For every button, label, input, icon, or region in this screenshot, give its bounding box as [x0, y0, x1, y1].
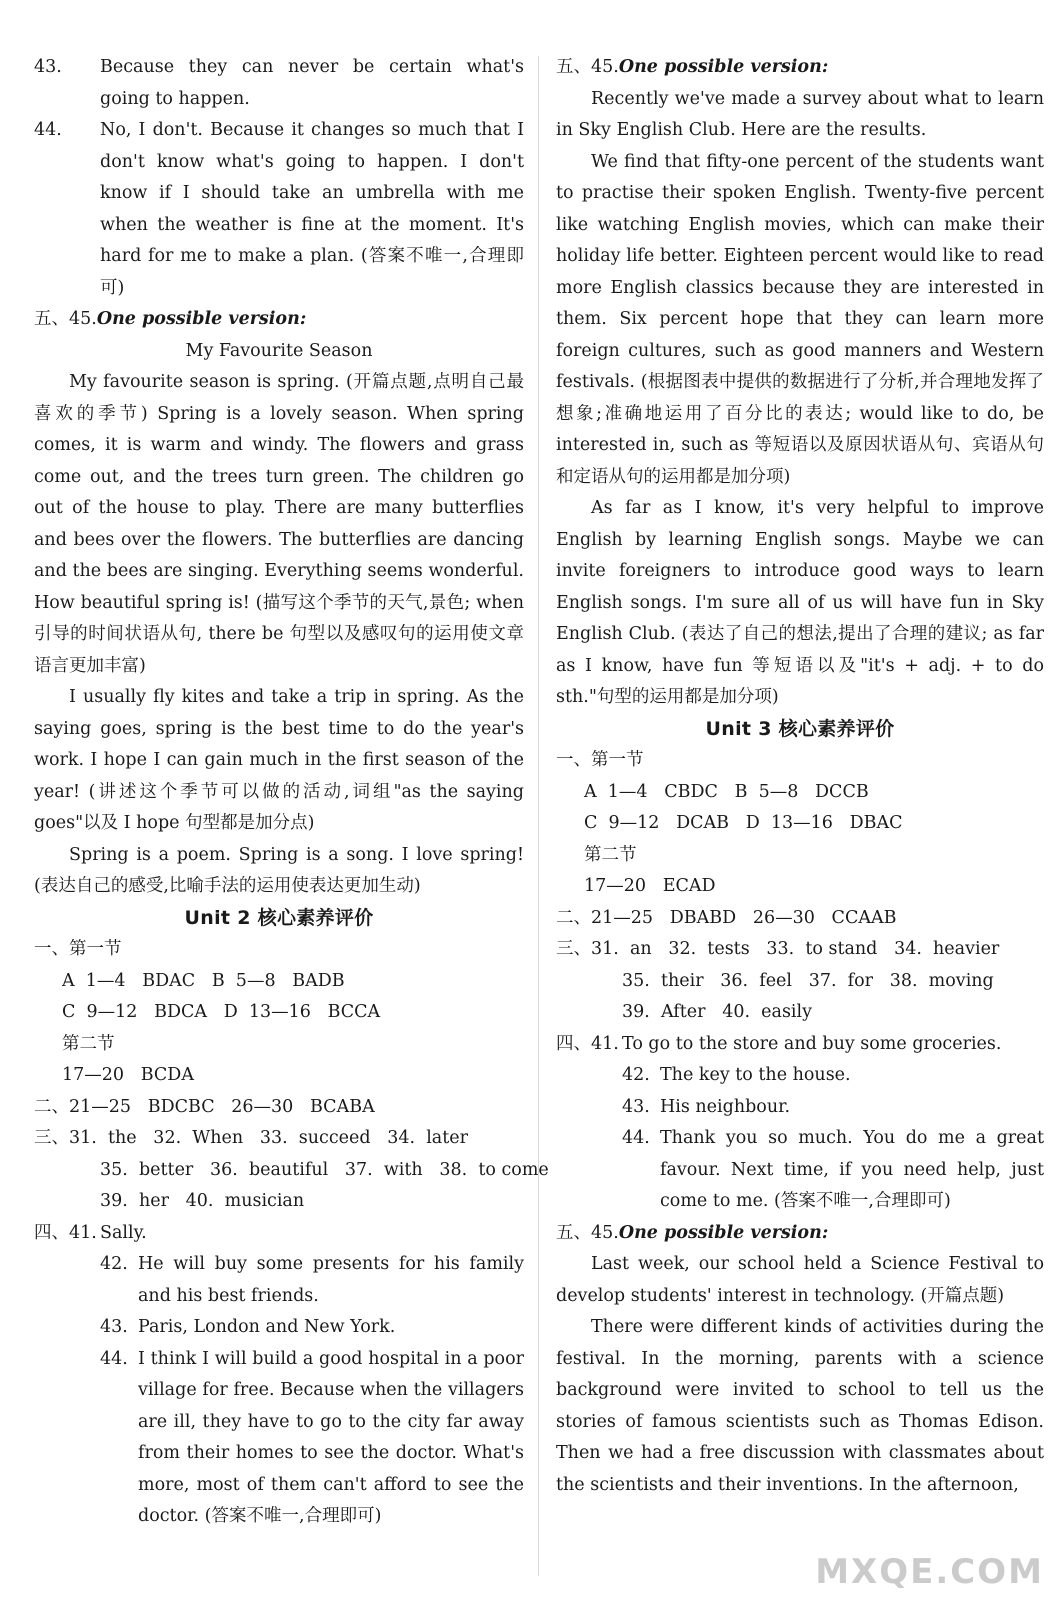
watermark-logo: MXQE.COM	[815, 1552, 1044, 1592]
answer-row: 二、21—25 BDCBC 26—30 BCABA	[34, 1096, 375, 1117]
writing-45-header	[34, 304, 524, 336]
version-label: One possible version:	[618, 1222, 829, 1243]
answer-row: A 1—4 BDAC B 5—8 BADB	[62, 970, 345, 991]
answer-row: 35. their 36. feel 37. for 38. moving	[622, 970, 994, 991]
essay-paragraph: I usually fly kites and take a trip in spring. As the saying goes, spring is the best time to do the year's work. I hope I can gain much in the first season of the year! (讲述这个季节可以做的活动,词组"as the saying goes"以及 I hope 句型都是加分点)	[34, 687, 524, 833]
question-number: 44.	[622, 1128, 650, 1148]
answer-row: 三、31. the 32. When 33. succeed 34. later	[34, 1128, 468, 1148]
question-number: 四、41.	[556, 1033, 619, 1054]
answer-43	[34, 52, 524, 115]
writing-45-header	[556, 52, 1044, 84]
section-label: 第二节	[584, 844, 637, 865]
question-number: 44.	[100, 1348, 128, 1369]
right-column	[556, 52, 1044, 1501]
answer-row: 39. After 40. easily	[622, 1002, 813, 1022]
essay-paragraph: Spring is a poem. Spring is a song. I love spring! (表达自己的感受,比喻手法的运用使表达更加生动)	[34, 844, 524, 896]
version-label: One possible version:	[618, 57, 829, 77]
answer-41	[34, 1218, 524, 1250]
question-number: 五、45.	[34, 309, 97, 329]
question-number: 42.	[622, 1065, 650, 1085]
essay-paragraph: There were different kinds of activities during the festival. In the morning, parents with a science background were invited to school to tell us the stories of famous scientists such as Thomas Edison. Then we had a free discussion with classmates about the scientists and their inventions. In the afternoon,	[556, 1317, 1044, 1495]
answer-44	[34, 115, 524, 304]
answer-text: No, I don't. Because it changes so much that I don't know what's going to happen. I don't know if I should take an umbrella with me when the weather is fine at the moment. It's hard for me to make a plan. (答案不唯一,合理即可)	[100, 120, 524, 298]
unit-3-title: Unit 3 核心素养评价	[705, 717, 895, 740]
essay-paragraph: As far as I know, it's very helpful to improve English by learning English songs. Maybe we can invite foreigners to introduce good ways to learn English songs. I'm sure all of us will have fun in Sky English Club. (表达了自己的想法,提出了合理的建议; as far as I know, have fun 等短语以及"it's + adj. + to do sth."句型的运用都是加分项)	[556, 498, 1044, 707]
version-label: One possible version:	[96, 309, 307, 329]
section-label: 一、第一节	[556, 750, 644, 770]
answer-41	[556, 1029, 1044, 1061]
answer-42	[34, 1249, 524, 1312]
answer-44	[556, 1123, 1044, 1218]
question-number: 44.	[34, 120, 62, 140]
answer-row: 17—20 ECAD	[584, 876, 716, 896]
section-label: 一、第一节	[34, 939, 122, 959]
question-number: 43.	[100, 1317, 128, 1337]
answer-text: His neighbour.	[660, 1096, 791, 1117]
question-number: 42.	[100, 1254, 128, 1274]
answer-text: Sally.	[100, 1222, 147, 1243]
answer-text: Paris, London and New York.	[138, 1317, 396, 1337]
left-column	[34, 52, 549, 1533]
answer-42	[556, 1060, 1044, 1092]
answer-43b	[34, 1312, 524, 1344]
answer-text: The key to the house.	[660, 1065, 851, 1085]
answer-text: Thank you so much. You do me a great favour. Next time, if you need help, just come to me. (答案不唯一,合理即可)	[660, 1128, 1044, 1211]
essay-paragraph: We find that fifty-one percent of the students want to practise their spoken English. Twenty-five percent like watching English movies, which can make their holiday life better. Eighteen percent would like to read more English classics because they are interested in them. Six percent hope that they can learn more foreign cultures, such as good manners and Western festivals. (根据图表中提供的数据进行了分析,并合理地发挥了想象;准确地运用了百分比的表达; would like to do, be interested in, such as 等短语以及原因状语从句、宾语从句和定语从句的运用都是加分项)	[556, 151, 1044, 487]
answer-row: 17—20 BCDA	[62, 1065, 194, 1085]
answer-text: To go to the store and buy some groceries.	[622, 1033, 1002, 1054]
essay-title: My Favourite Season	[185, 340, 373, 361]
question-number: 43.	[34, 57, 62, 77]
answer-row: 35. better 36. beautiful 37. with 38. to come	[100, 1159, 549, 1180]
writing-45b-header	[556, 1218, 1044, 1250]
answer-row: 三、31. an 32. tests 33. to stand 34. heavier	[556, 939, 1000, 959]
essay-paragraph: Recently we've made a survey about what to learn in Sky English Club. Here are the results.	[556, 88, 1044, 140]
answer-44b	[34, 1344, 524, 1533]
answer-text: Because they can never be certain what's going to happen.	[100, 57, 524, 109]
answer-text: He will buy some presents for his family and his best friends.	[138, 1254, 524, 1306]
answer-row: 39. her 40. musician	[100, 1191, 305, 1211]
essay-paragraph: Last week, our school held a Science Festival to develop students' interest in technology. (开篇点题)	[556, 1254, 1044, 1306]
answer-row: A 1—4 CBDC B 5—8 DCCB	[584, 781, 869, 802]
answer-row: 二、21—25 DBABD 26—30 CCAAB	[556, 907, 897, 928]
answer-row: C 9—12 DCAB D 13—16 DBAC	[584, 813, 903, 833]
answer-row: C 9—12 BDCA D 13—16 BCCA	[62, 1002, 381, 1022]
answer-text: I think I will build a good hospital in a poor village for free. Because when the villagers are ill, they have to go to the city far away from their homes to see the doctor. What's more, most of them can't afford to see the doctor. (答案不唯一,合理即可)	[138, 1348, 524, 1526]
question-number: 五、45.	[556, 1222, 619, 1243]
answer-43	[556, 1092, 1044, 1124]
unit-2-title: Unit 2 核心素养评价	[184, 906, 374, 929]
section-label: 第二节	[62, 1033, 115, 1054]
column-divider	[538, 56, 539, 1576]
essay-paragraph: My favourite season is spring. (开篇点题,点明自己最喜欢的季节) Spring is a lovely season. When spring comes, it is warm and windy. The flowers and grass come out, and the trees turn green. The children go out of the house to play. There are many butterflies and bees over the flowers. The butterflies are dancing and the bees are singing. Everything seems wonderful. How beautiful spring is! (描写这个季节的天气,景色; when 引导的时间状语从句, there be 句型以及感叹句的运用使文章语言更加丰富)	[34, 372, 524, 676]
question-number: 五、45.	[556, 57, 619, 77]
question-number: 四、41.	[34, 1222, 97, 1243]
question-number: 43.	[622, 1096, 650, 1117]
